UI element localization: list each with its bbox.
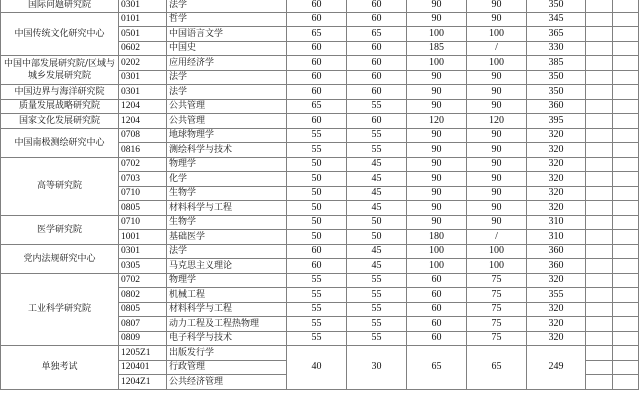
politics-score-cell: 50 xyxy=(287,157,347,172)
total-score-cell: 320 xyxy=(527,143,586,158)
major-name-cell: 应用经济学 xyxy=(167,56,287,71)
major-name-cell: 材料科学与工程 xyxy=(167,201,287,216)
foreign-language-score-cell: 45 xyxy=(347,157,407,172)
politics-score-cell: 55 xyxy=(287,128,347,143)
major-name-cell: 中国史 xyxy=(167,41,287,56)
subject-two-score-cell: 90 xyxy=(467,70,527,85)
subject-two-score-cell: 90 xyxy=(467,0,527,12)
subject-one-score-cell: 60 xyxy=(407,302,467,317)
total-score-cell: 320 xyxy=(527,186,586,201)
foreign-language-score-cell: 55 xyxy=(347,288,407,303)
subject-one-score-cell: 90 xyxy=(407,0,467,12)
major-code-cell: 0301 xyxy=(119,85,167,100)
total-score-cell: 330 xyxy=(527,41,586,56)
blank-cell xyxy=(613,201,639,216)
politics-score-cell: 60 xyxy=(287,12,347,27)
subject-one-score-cell: 90 xyxy=(407,85,467,100)
table-row xyxy=(1,128,639,143)
foreign-language-score-cell: 60 xyxy=(347,70,407,85)
foreign-language-score-cell: 55 xyxy=(347,317,407,332)
blank-cell xyxy=(613,99,639,114)
subject-one-score-cell: 90 xyxy=(407,70,467,85)
subject-two-score-cell: 90 xyxy=(467,215,527,230)
blank-cell xyxy=(613,27,639,42)
major-code-cell: 0702 xyxy=(119,157,167,172)
foreign-language-score-cell: 60 xyxy=(347,85,407,100)
major-code-cell: 1001 xyxy=(119,230,167,245)
table-row xyxy=(1,0,639,12)
blank-cell xyxy=(613,215,639,230)
blank-cell xyxy=(613,172,639,187)
blank-cell xyxy=(586,41,613,56)
major-name-cell: 马克思主义理论 xyxy=(167,259,287,274)
blank-cell xyxy=(586,215,613,230)
subject-two-score-cell: 120 xyxy=(467,114,527,129)
subject-two-score-cell: 100 xyxy=(467,27,527,42)
total-score-cell: 360 xyxy=(527,259,586,274)
foreign-language-score-cell: 60 xyxy=(347,114,407,129)
subject-one-score-cell: 90 xyxy=(407,157,467,172)
blank-cell xyxy=(613,360,639,375)
blank-cell xyxy=(586,128,613,143)
politics-score-cell: 60 xyxy=(287,70,347,85)
blank-cell xyxy=(586,70,613,85)
subject-two-score-cell: 65 xyxy=(467,346,527,390)
politics-score-cell: 40 xyxy=(287,346,347,390)
major-name-cell: 化学 xyxy=(167,172,287,187)
major-name-cell: 哲学 xyxy=(167,12,287,27)
politics-score-cell: 65 xyxy=(287,99,347,114)
major-name-cell: 法学 xyxy=(167,0,287,12)
total-score-cell: 320 xyxy=(527,172,586,187)
subject-one-score-cell: 90 xyxy=(407,128,467,143)
foreign-language-score-cell: 60 xyxy=(347,12,407,27)
subject-two-score-cell: 90 xyxy=(467,128,527,143)
subject-one-score-cell: 60 xyxy=(407,331,467,346)
major-name-cell: 生物学 xyxy=(167,186,287,201)
foreign-language-score-cell: 45 xyxy=(347,244,407,259)
subject-two-score-cell: 90 xyxy=(467,186,527,201)
foreign-language-score-cell: 55 xyxy=(347,99,407,114)
total-score-cell: 320 xyxy=(527,317,586,332)
major-name-cell: 地球物理学 xyxy=(167,128,287,143)
blank-cell xyxy=(613,157,639,172)
subject-one-score-cell: 60 xyxy=(407,273,467,288)
foreign-language-score-cell: 60 xyxy=(347,41,407,56)
foreign-language-score-cell: 45 xyxy=(347,172,407,187)
blank-cell xyxy=(613,288,639,303)
major-code-cell: 0710 xyxy=(119,215,167,230)
blank-cell xyxy=(613,186,639,201)
table-row xyxy=(1,56,639,71)
blank-cell xyxy=(613,244,639,259)
foreign-language-score-cell: 55 xyxy=(347,302,407,317)
subject-two-score-cell: 100 xyxy=(467,56,527,71)
institute-cell: 中国边界与海洋研究院 xyxy=(1,85,119,100)
blank-cell xyxy=(586,317,613,332)
politics-score-cell: 55 xyxy=(287,317,347,332)
major-code-cell: 0101 xyxy=(119,12,167,27)
major-name-cell: 物理学 xyxy=(167,157,287,172)
blank-cell xyxy=(586,12,613,27)
major-name-cell: 法学 xyxy=(167,244,287,259)
blank-cell xyxy=(586,85,613,100)
foreign-language-score-cell: 50 xyxy=(347,230,407,245)
blank-cell xyxy=(586,114,613,129)
blank-cell xyxy=(586,157,613,172)
major-code-cell: 0305 xyxy=(119,259,167,274)
major-code-cell: 0805 xyxy=(119,302,167,317)
blank-cell xyxy=(613,85,639,100)
institute-cell: 中国传统文化研究中心 xyxy=(1,12,119,56)
blank-cell xyxy=(613,331,639,346)
subject-one-score-cell: 100 xyxy=(407,244,467,259)
major-code-cell: 0802 xyxy=(119,288,167,303)
politics-score-cell: 55 xyxy=(287,273,347,288)
subject-two-score-cell: 90 xyxy=(467,143,527,158)
table-row xyxy=(1,273,639,288)
politics-score-cell: 60 xyxy=(287,244,347,259)
major-name-cell: 物理学 xyxy=(167,273,287,288)
major-code-cell: 0702 xyxy=(119,273,167,288)
total-score-cell: 360 xyxy=(527,99,586,114)
institute-cell: 工业科学研究院 xyxy=(1,273,119,346)
politics-score-cell: 55 xyxy=(287,331,347,346)
table-row xyxy=(1,346,639,361)
subject-two-score-cell: / xyxy=(467,41,527,56)
major-name-cell: 公共管理 xyxy=(167,114,287,129)
foreign-language-score-cell: 45 xyxy=(347,186,407,201)
major-code-cell: 1204 xyxy=(119,114,167,129)
foreign-language-score-cell: 60 xyxy=(347,0,407,12)
major-code-cell: 120401 xyxy=(119,360,167,375)
subject-two-score-cell: 90 xyxy=(467,157,527,172)
total-score-cell: 320 xyxy=(527,273,586,288)
subject-two-score-cell: 75 xyxy=(467,302,527,317)
blank-cell xyxy=(586,99,613,114)
institute-cell: 国家文化发展研究院 xyxy=(1,114,119,129)
table-row xyxy=(1,157,639,172)
total-score-cell: 320 xyxy=(527,157,586,172)
politics-score-cell: 60 xyxy=(287,0,347,12)
blank-cell xyxy=(586,230,613,245)
total-score-cell: 365 xyxy=(527,27,586,42)
blank-cell xyxy=(613,41,639,56)
major-code-cell: 0805 xyxy=(119,201,167,216)
table-row xyxy=(1,114,639,129)
total-score-cell: 310 xyxy=(527,215,586,230)
blank-cell xyxy=(613,346,639,361)
institute-cell: 单独考试 xyxy=(1,346,119,390)
subject-two-score-cell: 100 xyxy=(467,259,527,274)
foreign-language-score-cell: 55 xyxy=(347,273,407,288)
politics-score-cell: 60 xyxy=(287,114,347,129)
subject-two-score-cell: 90 xyxy=(467,201,527,216)
subject-one-score-cell: 100 xyxy=(407,27,467,42)
subject-one-score-cell: 100 xyxy=(407,56,467,71)
foreign-language-score-cell: 65 xyxy=(347,27,407,42)
blank-cell xyxy=(586,172,613,187)
blank-cell xyxy=(586,259,613,274)
subject-one-score-cell: 65 xyxy=(407,346,467,390)
blank-cell xyxy=(613,0,639,12)
blank-cell xyxy=(613,128,639,143)
major-name-cell: 公共管理 xyxy=(167,99,287,114)
foreign-language-score-cell: 55 xyxy=(347,331,407,346)
subject-one-score-cell: 120 xyxy=(407,114,467,129)
total-score-cell: 385 xyxy=(527,56,586,71)
blank-cell xyxy=(586,186,613,201)
subject-two-score-cell: 75 xyxy=(467,317,527,332)
subject-one-score-cell: 60 xyxy=(407,288,467,303)
total-score-cell: 350 xyxy=(527,70,586,85)
politics-score-cell: 50 xyxy=(287,172,347,187)
blank-cell xyxy=(586,143,613,158)
blank-cell xyxy=(586,244,613,259)
major-code-cell: 0301 xyxy=(119,0,167,12)
major-name-cell: 动力工程及工程热物理 xyxy=(167,317,287,332)
blank-cell xyxy=(586,346,613,361)
institute-cell: 党内法规研究中心 xyxy=(1,244,119,273)
major-name-cell: 测绘科学与技术 xyxy=(167,143,287,158)
subject-one-score-cell: 90 xyxy=(407,99,467,114)
politics-score-cell: 55 xyxy=(287,302,347,317)
blank-cell xyxy=(586,201,613,216)
major-code-cell: 0816 xyxy=(119,143,167,158)
total-score-cell: 395 xyxy=(527,114,586,129)
total-score-cell: 355 xyxy=(527,288,586,303)
major-name-cell: 出版发行学 xyxy=(167,346,287,361)
major-code-cell: 1204 xyxy=(119,99,167,114)
blank-cell xyxy=(586,360,613,375)
table-row xyxy=(1,99,639,114)
politics-score-cell: 50 xyxy=(287,201,347,216)
blank-cell xyxy=(586,273,613,288)
total-score-cell: 320 xyxy=(527,128,586,143)
blank-cell xyxy=(613,70,639,85)
major-name-cell: 法学 xyxy=(167,70,287,85)
politics-score-cell: 50 xyxy=(287,230,347,245)
politics-score-cell: 50 xyxy=(287,215,347,230)
subject-one-score-cell: 90 xyxy=(407,172,467,187)
major-code-cell: 0807 xyxy=(119,317,167,332)
institute-cell: 中国南极测绘研究中心 xyxy=(1,128,119,157)
blank-cell xyxy=(586,302,613,317)
subject-one-score-cell: 100 xyxy=(407,259,467,274)
foreign-language-score-cell: 45 xyxy=(347,201,407,216)
blank-cell xyxy=(586,27,613,42)
politics-score-cell: 55 xyxy=(287,143,347,158)
major-name-cell: 机械工程 xyxy=(167,288,287,303)
institute-cell: 医学研究院 xyxy=(1,215,119,244)
major-code-cell: 0708 xyxy=(119,128,167,143)
blank-cell xyxy=(613,143,639,158)
major-name-cell: 公共经济管理 xyxy=(167,375,287,390)
foreign-language-score-cell: 50 xyxy=(347,215,407,230)
subject-one-score-cell: 90 xyxy=(407,12,467,27)
subject-one-score-cell: 180 xyxy=(407,230,467,245)
politics-score-cell: 55 xyxy=(287,288,347,303)
institute-cell: 中国中部发展研究院/区域与城乡发展研究院 xyxy=(1,56,119,85)
major-code-cell: 0501 xyxy=(119,27,167,42)
total-score-cell: 350 xyxy=(527,85,586,100)
institute-cell: 高等研究院 xyxy=(1,157,119,215)
blank-cell xyxy=(586,331,613,346)
major-code-cell: 0809 xyxy=(119,331,167,346)
subject-one-score-cell: 90 xyxy=(407,201,467,216)
politics-score-cell: 60 xyxy=(287,41,347,56)
blank-cell xyxy=(613,375,639,390)
total-score-cell: 310 xyxy=(527,230,586,245)
foreign-language-score-cell: 55 xyxy=(347,143,407,158)
major-name-cell: 法学 xyxy=(167,85,287,100)
institute-cell: 质量发展战略研究院 xyxy=(1,99,119,114)
politics-score-cell: 65 xyxy=(287,27,347,42)
subject-two-score-cell: 90 xyxy=(467,172,527,187)
total-score-cell: 320 xyxy=(527,302,586,317)
total-score-cell: 320 xyxy=(527,201,586,216)
subject-one-score-cell: 60 xyxy=(407,317,467,332)
major-code-cell: 0703 xyxy=(119,172,167,187)
major-code-cell: 1205Z1 xyxy=(119,346,167,361)
major-code-cell: 0710 xyxy=(119,186,167,201)
subject-two-score-cell: 90 xyxy=(467,99,527,114)
total-score-cell: 350 xyxy=(527,0,586,12)
subject-two-score-cell: 90 xyxy=(467,85,527,100)
blank-cell xyxy=(613,259,639,274)
subject-one-score-cell: 90 xyxy=(407,215,467,230)
major-name-cell: 电子科学与技术 xyxy=(167,331,287,346)
subject-one-score-cell: 185 xyxy=(407,41,467,56)
foreign-language-score-cell: 60 xyxy=(347,56,407,71)
subject-one-score-cell: 90 xyxy=(407,186,467,201)
subject-two-score-cell: 75 xyxy=(467,331,527,346)
table-row xyxy=(1,215,639,230)
major-name-cell: 生物学 xyxy=(167,215,287,230)
major-name-cell: 中国语言文学 xyxy=(167,27,287,42)
major-code-cell: 0301 xyxy=(119,70,167,85)
major-name-cell: 行政管理 xyxy=(167,360,287,375)
subject-two-score-cell: 100 xyxy=(467,244,527,259)
total-score-cell: 345 xyxy=(527,12,586,27)
politics-score-cell: 60 xyxy=(287,56,347,71)
major-code-cell: 1204Z1 xyxy=(119,375,167,390)
blank-cell xyxy=(613,317,639,332)
subject-two-score-cell: 90 xyxy=(467,12,527,27)
blank-cell xyxy=(586,375,613,390)
blank-cell xyxy=(586,0,613,12)
foreign-language-score-cell: 30 xyxy=(347,346,407,390)
subject-two-score-cell: / xyxy=(467,230,527,245)
blank-cell xyxy=(586,288,613,303)
major-name-cell: 基础医学 xyxy=(167,230,287,245)
table-row xyxy=(1,244,639,259)
blank-cell xyxy=(613,12,639,27)
total-score-cell: 320 xyxy=(527,331,586,346)
politics-score-cell: 60 xyxy=(287,85,347,100)
subject-two-score-cell: 75 xyxy=(467,288,527,303)
institute-cell: 国际问题研究院 xyxy=(1,0,119,12)
blank-cell xyxy=(613,273,639,288)
total-score-cell: 360 xyxy=(527,244,586,259)
table-row xyxy=(1,12,639,27)
major-code-cell: 0602 xyxy=(119,41,167,56)
blank-cell xyxy=(613,56,639,71)
foreign-language-score-cell: 55 xyxy=(347,128,407,143)
total-score-cell: 249 xyxy=(527,346,586,390)
subject-one-score-cell: 90 xyxy=(407,143,467,158)
politics-score-cell: 50 xyxy=(287,186,347,201)
foreign-language-score-cell: 45 xyxy=(347,259,407,274)
major-name-cell: 材料科学与工程 xyxy=(167,302,287,317)
politics-score-cell: 60 xyxy=(287,259,347,274)
table-row xyxy=(1,85,639,100)
major-code-cell: 0301 xyxy=(119,244,167,259)
major-code-cell: 0202 xyxy=(119,56,167,71)
blank-cell xyxy=(613,114,639,129)
blank-cell xyxy=(586,56,613,71)
blank-cell xyxy=(613,230,639,245)
subject-two-score-cell: 75 xyxy=(467,273,527,288)
blank-cell xyxy=(613,302,639,317)
